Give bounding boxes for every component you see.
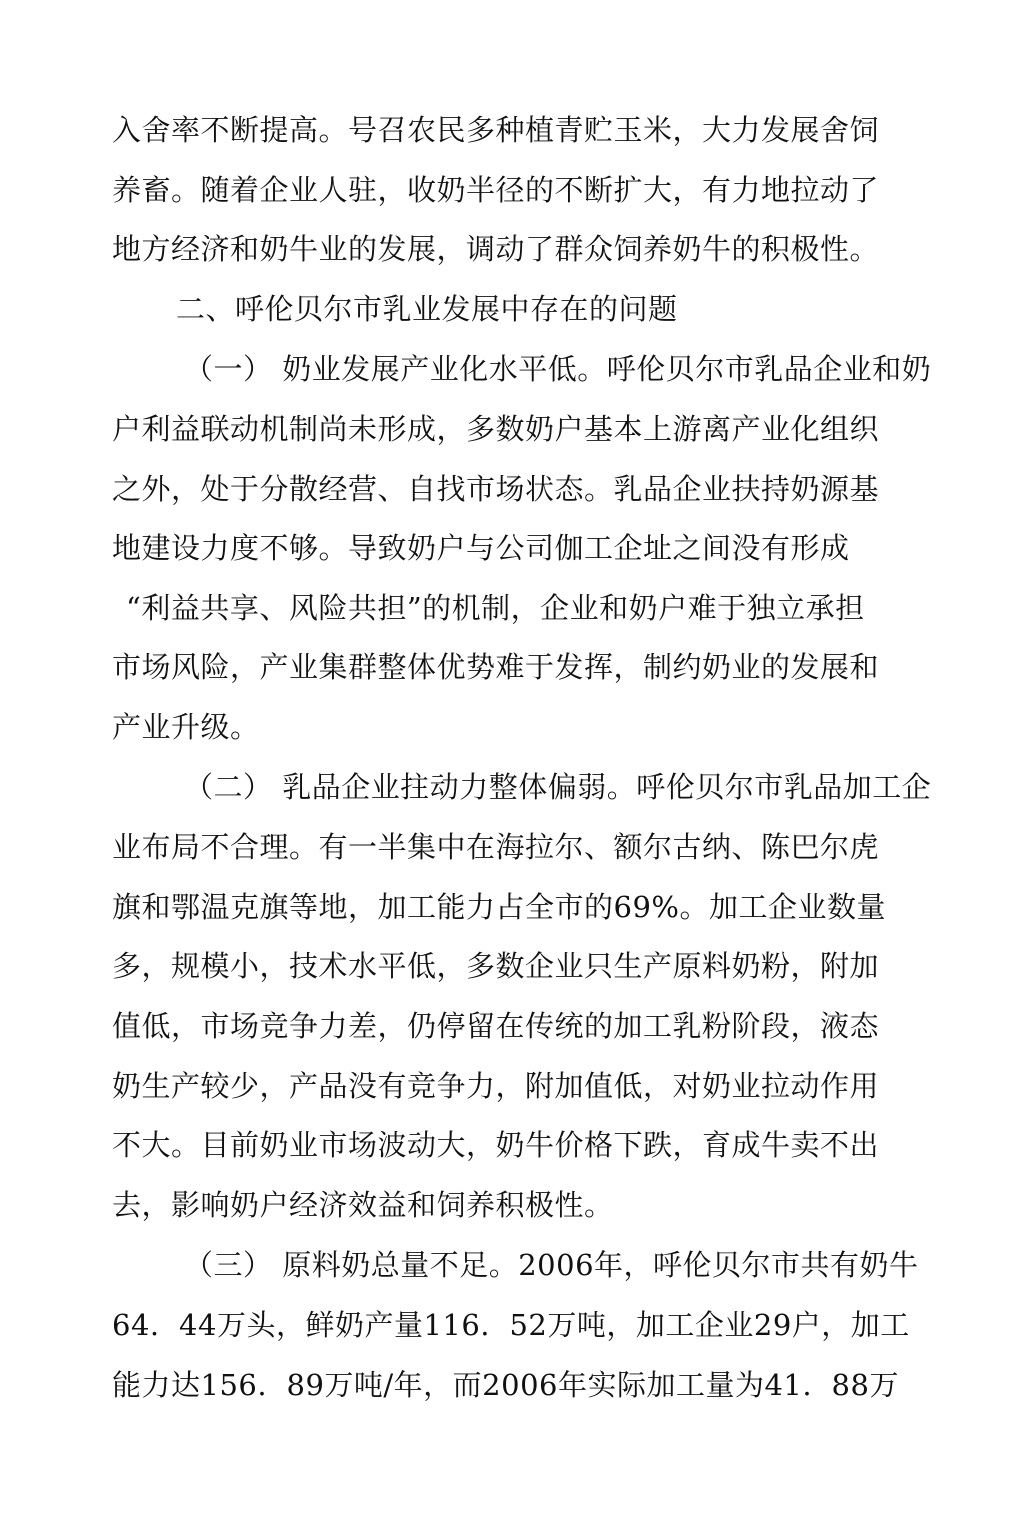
text-line: 多，规模小，技术水平低，多数企业只生产原料奶粉，附加 <box>112 949 880 983</box>
text-line: 之外，处于分散经营、自找市场状态。乳品企业扶持奶源基 <box>112 472 880 506</box>
text-line: “利益共享、风险共担”的机制，企业和奶户难于独立承担 <box>126 591 865 625</box>
text-line: 市场风险，产业集群整体优势难于发挥，制约奶业的发展和 <box>112 650 880 684</box>
text-line: 64. 44万头，鲜奶产量116. 52万吨，加工企业29户，加工 <box>112 1308 910 1342</box>
text-line: （三） 原料奶总量不足。2006年，呼伦贝尔市共有奶牛 <box>184 1248 919 1282</box>
text-line: 地建设力度不够。导致奶户与公司伽工企址之间没有形成 <box>112 531 850 565</box>
section-heading: 二、呼伦贝尔市乳业发展中存在的问题 <box>176 292 678 326</box>
text-line: 户利益联动机制尚未形成，多数奶户基本上游离产业化组织 <box>112 412 880 446</box>
text-line: 不大。目前奶业市场波动大，奶牛价格下跌，育成牛卖不出 <box>112 1128 880 1162</box>
text-line: 产业升级。 <box>112 710 260 744</box>
text-line: 业布局不合理。有一半集中在海拉尔、额尔古纳、陈巴尔虎 <box>112 830 880 864</box>
text-line: （一） 奶业发展产业化水平低。呼伦贝尔市乳品企业和奶 <box>184 352 932 386</box>
text-line: 值低，市场竞争力差，仍停留在传统的加工乳粉阶段，液态 <box>112 1009 880 1043</box>
text-line: 养畜。随着企业人驻，收奶半径的不断扩大，有力地拉动了 <box>112 173 880 207</box>
text-line: 地方经济和奶牛业的发展，调动了群众饲养奶牛的积极性。 <box>112 232 880 266</box>
text-line: 能力达156. 89万吨/年，而2006年实际加工量为41. 88万 <box>112 1368 899 1402</box>
text-line: 旗和鄂温克旗等地，加工能力占全市的69%。加工企业数量 <box>112 890 886 924</box>
text-line: 奶生产较少，产品没有竞争力，附加值低，对奶业拉动作用 <box>112 1069 880 1103</box>
text-line: （二） 乳品企业拄动力整体偏弱。呼伦贝尔市乳品加工企 <box>184 770 932 804</box>
text-line: 去，影响奶户经济效益和饲养积极性。 <box>112 1188 614 1222</box>
text-line: 入舍率不断提高。号召农民多种植青贮玉米，大力发展舍饲 <box>112 113 880 147</box>
